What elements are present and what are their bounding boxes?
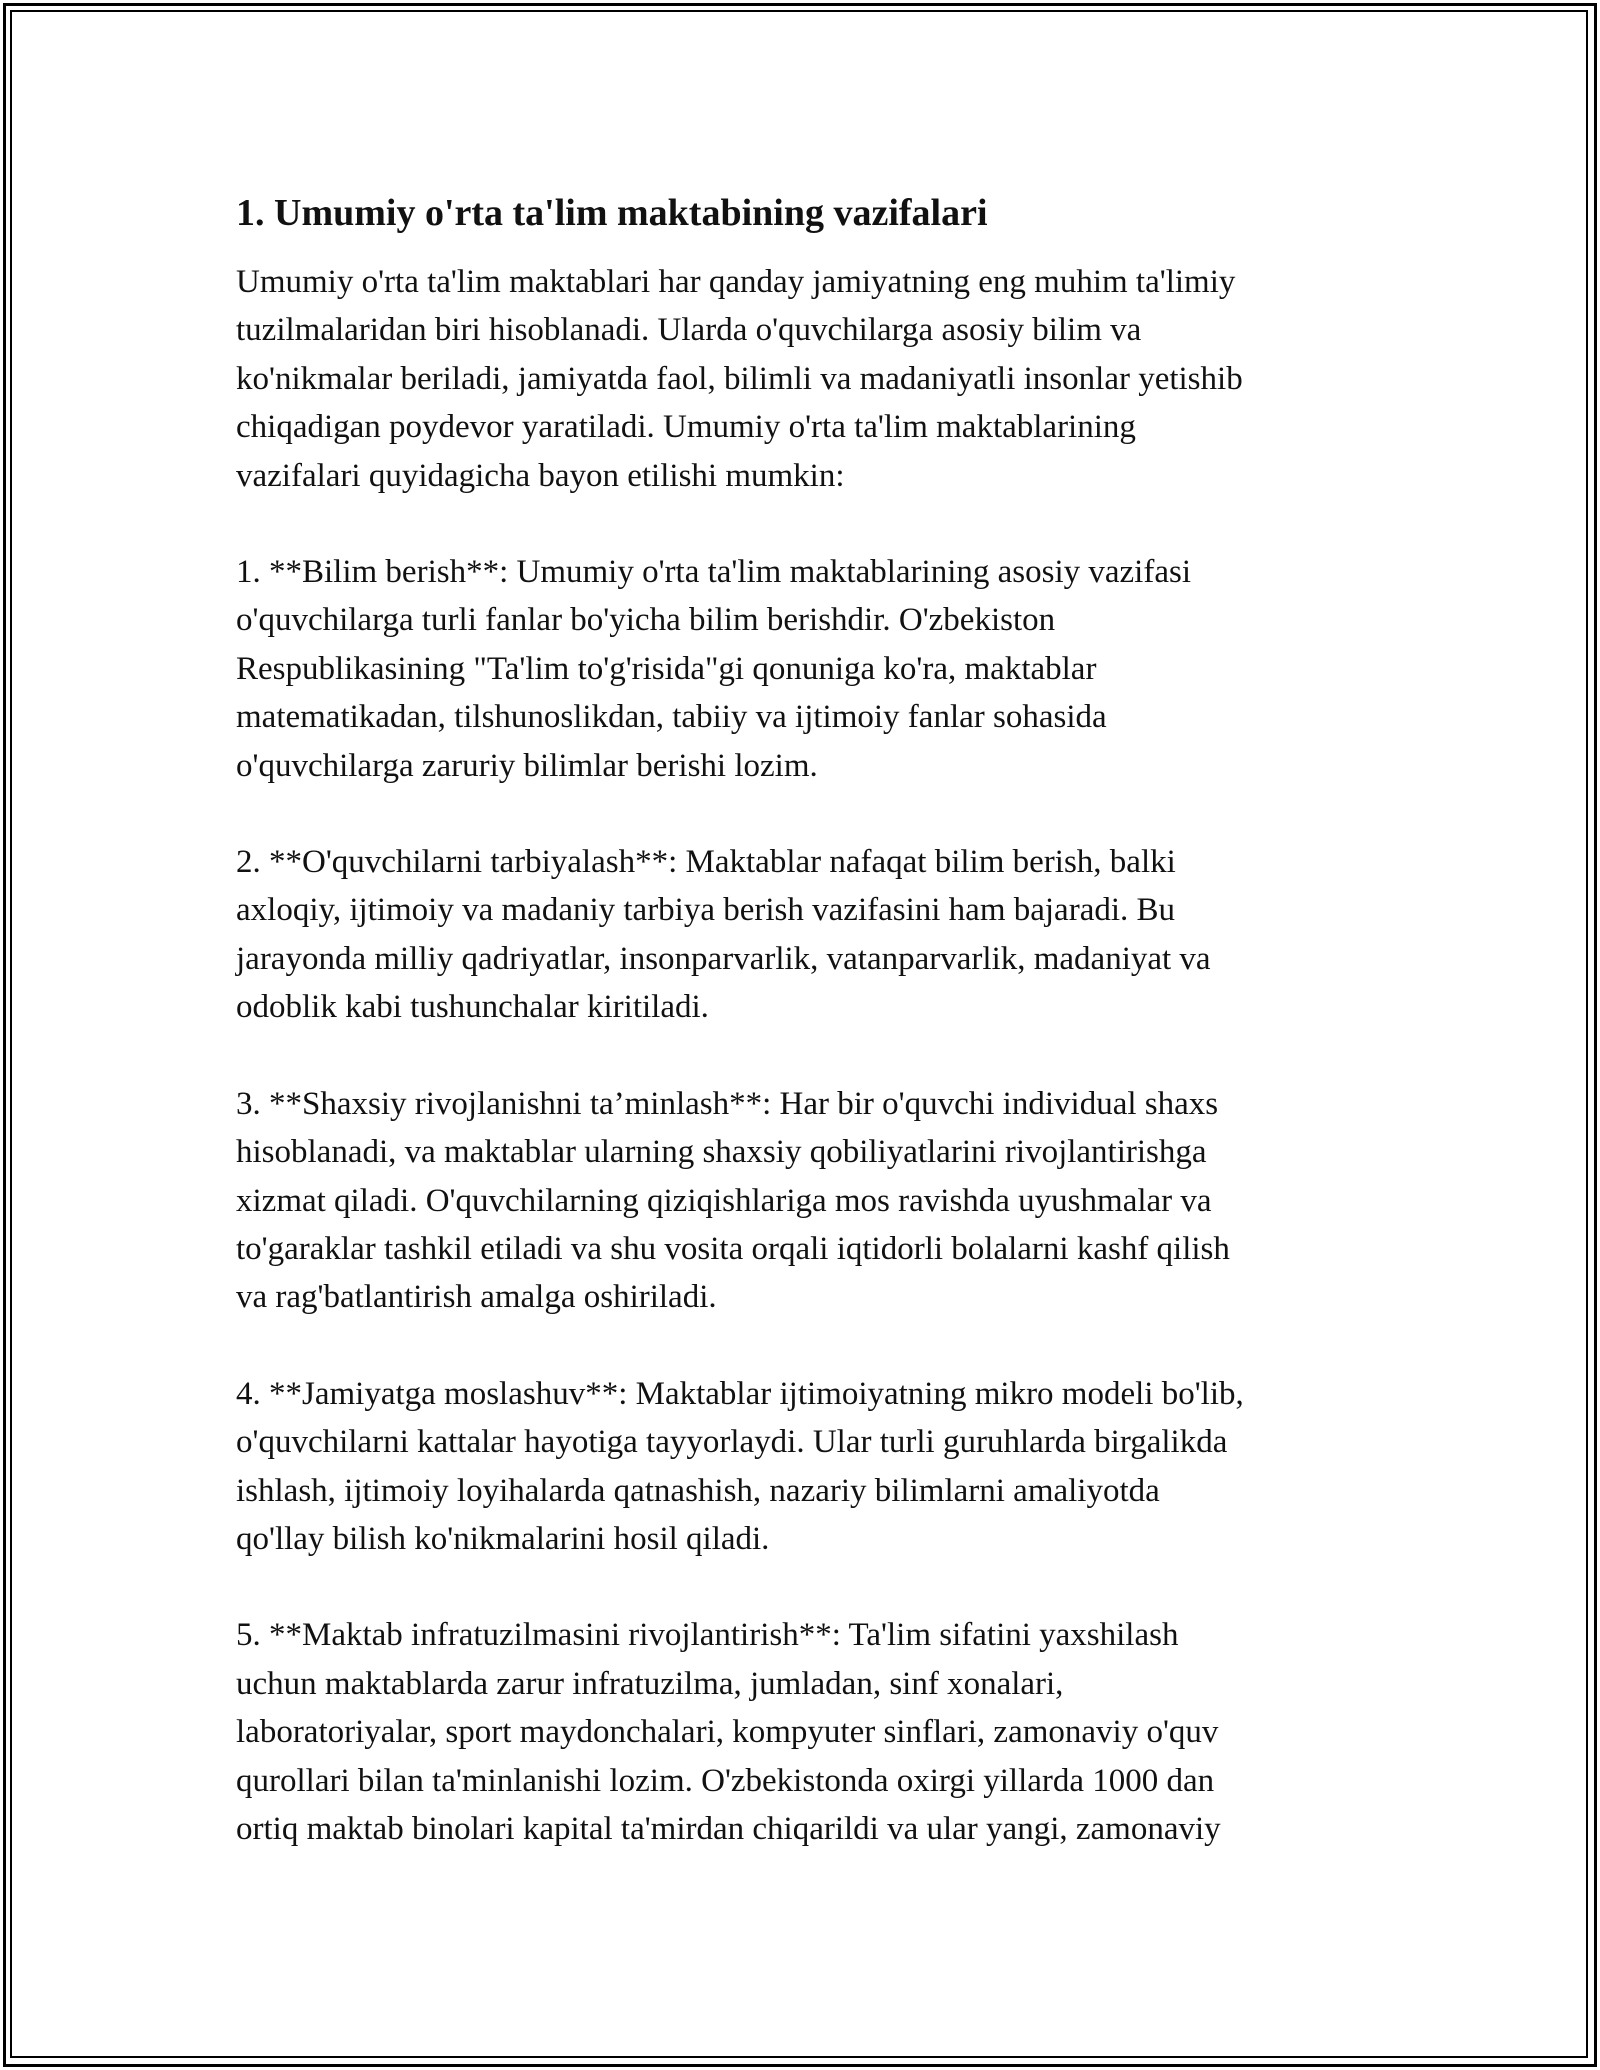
list-item-2-paragraph (236, 838, 1364, 1032)
text-line: qo'llay bilish ko'nikmalarini hosil qiladi. (236, 1520, 770, 1557)
text-line: o'quvchilarni kattalar hayotiga tayyorlaydi. Ular turli guruhlarda birgalikda (236, 1424, 1228, 1461)
document-body (236, 186, 1364, 1901)
text-line: ko'nikmalar beriladi, jamiyatda faol, bilimli va madaniyatli insonlar yetishib (236, 360, 1243, 397)
document-title: 1. Umumiy o'rta ta'lim maktabining vazifalari (236, 192, 988, 234)
text-line: axloqiy, ijtimoiy va madaniy tarbiya berish vazifasini ham bajaradi. Bu (236, 892, 1176, 929)
text-line: uchun maktablarda zarur infratuzilma, jumladan, sinf xonalari, (236, 1665, 1064, 1702)
text-line: 5. **Maktab infratuzilmasini rivojlantirish**: Ta'lim sifatini yaxshilash (236, 1617, 1179, 1654)
text-line: 1. **Bilim berish**: Umumiy o'rta ta'lim maktablarining asosiy vazifasi (236, 554, 1191, 591)
text-line: laboratoriyalar, sport maydonchalari, kompyuter sinflari, zamonaviy o'quv (236, 1714, 1219, 1751)
text-line: xizmat qiladi. O'quvchilarning qiziqishlariga mos ravishda uyushmalar va (236, 1182, 1212, 1219)
intro-paragraph (236, 258, 1364, 500)
text-line: o'quvchilarga zaruriy bilimlar berishi lozim. (236, 747, 818, 784)
list-item-3-paragraph (236, 1080, 1364, 1322)
list-item-4-paragraph (236, 1370, 1364, 1564)
text-line: o'quvchilarga turli fanlar bo'yicha bilim berishdir. O'zbekiston (236, 602, 1056, 639)
text-line: to'garaklar tashkil etiladi va shu vosita orqali iqtidorli bolalarni kashf qilish (236, 1230, 1230, 1267)
text-line: 4. **Jamiyatga moslashuv**: Maktablar ijtimoiyatning mikro modeli bo'lib, (236, 1375, 1244, 1412)
text-line: Umumiy o'rta ta'lim maktablari har qanday jamiyatning eng muhim ta'limiy (236, 264, 1236, 300)
text-line: matematikadan, tilshunoslikdan, tabiiy va ijtimoiy fanlar sohasida (236, 699, 1107, 736)
text-line: ishlash, ijtimoiy loyihalarda qatnashish, nazariy bilimlarni amaliyotda (236, 1472, 1160, 1509)
text-line: qurollari bilan ta'minlanishi lozim. O'zbekistonda oxirgi yillarda 1000 dan (236, 1762, 1215, 1799)
text-line: va rag'batlantirish amalga oshiriladi. (236, 1279, 717, 1316)
text-line: hisoblanadi, va maktablar ularning shaxsiy qobiliyatlarini rivojlantirishga (236, 1134, 1207, 1171)
text-line: 2. **O'quvchilarni tarbiyalash**: Maktablar nafaqat bilim berish, balki (236, 844, 1176, 881)
text-line: vazifalari quyidagicha bayon etilishi mumkin: (236, 457, 845, 494)
text-line: tuzilmalaridan biri hisoblanadi. Ularda o'quvchilarga asosiy bilim va (236, 312, 1142, 349)
text-line: chiqadigan poydevor yaratiladi. Umumiy o'rta ta'lim maktablarining (236, 409, 1136, 446)
list-item-5-paragraph (236, 1611, 1364, 1853)
text-line: ortiq maktab binolari kapital ta'mirdan chiqarildi va ular yangi, zamonaviy (236, 1810, 1221, 1847)
text-line: jarayonda milliy qadriyatlar, insonparvarlik, vatanparvarlik, madaniyat va (236, 940, 1211, 977)
list-item-1-paragraph (236, 548, 1364, 790)
text-line: 3. **Shaxsiy rivojlanishni ta’minlash**: Har bir o'quvchi individual shaxs (236, 1085, 1219, 1122)
text-line: odoblik kabi tushunchalar kiritiladi. (236, 989, 709, 1026)
text-line: Respublikasining "Ta'lim to'g'risida"gi qonuniga ko'ra, maktablar (236, 650, 1097, 687)
